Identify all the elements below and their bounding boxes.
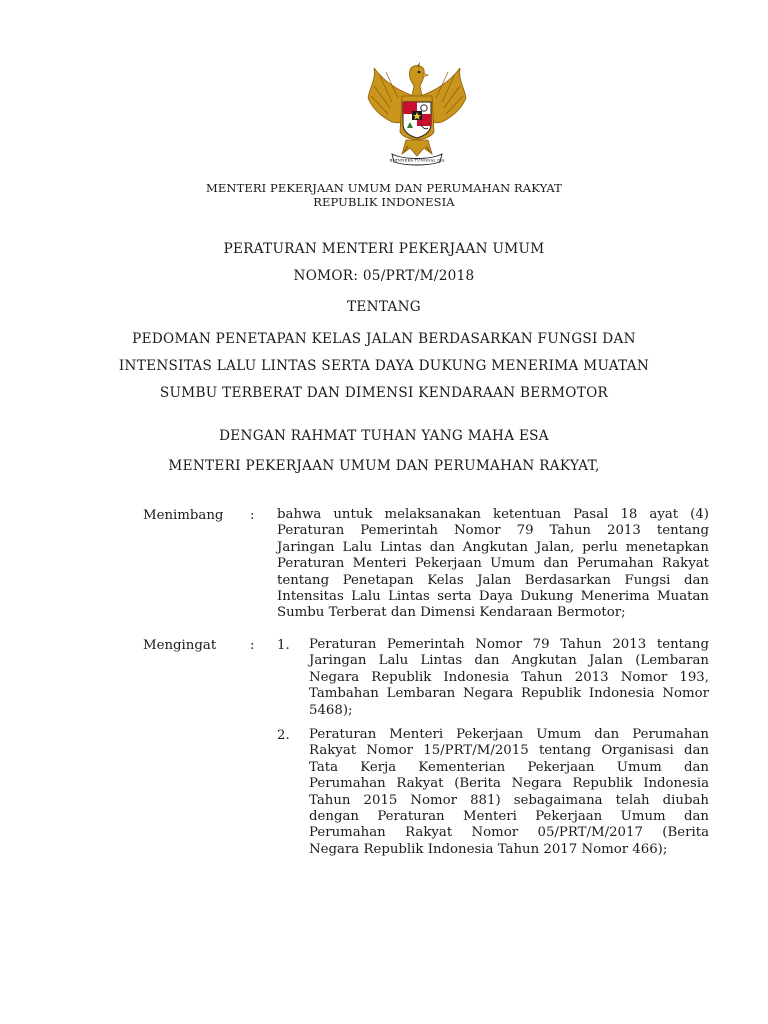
text-line: Negara Republik Indonesia Tahun 2013 Nomor 193, xyxy=(309,669,709,685)
text-line: Peraturan Menteri Pekerjaan Umum dan Perumahan xyxy=(309,727,709,742)
mengingat-item xyxy=(309,727,709,858)
mengingat-label: Mengingat xyxy=(143,638,217,653)
text-line: dengan Peraturan Menteri Pekerjaan Umum dan xyxy=(309,809,709,825)
text-line: Perumahan Rakyat (Berita Negara Republik Indonesia xyxy=(309,776,709,792)
text-line: tentang Penetapan Kelas Jalan Berdasarkan Fungsi dan xyxy=(277,572,709,588)
country-heading: REPUBLIK INDONESIA xyxy=(313,195,455,209)
text-line: bahwa untuk melaksanakan ketentuan Pasal 18 ayat (4) xyxy=(277,507,709,522)
emblem-motto: BHINNEKA TUNGGAL IKA xyxy=(389,157,445,163)
about-heading: TENTANG xyxy=(347,299,421,315)
text-line: Perumahan Rakyat Nomor 05/PRT/M/2017 (Berita xyxy=(309,825,709,841)
issuer-line: MENTERI PEKERJAAN UMUM DAN PERUMAHAN RAKYAT, xyxy=(168,458,600,474)
text-line: Tata Kerja Kementerian Pekerjaan Umum dan xyxy=(309,759,709,775)
mengingat-colon: : xyxy=(250,638,255,653)
mengingat-item xyxy=(309,637,709,719)
subject-line: PEDOMAN PENETAPAN KELAS JALAN BERDASARKAN FUNGSI DAN xyxy=(132,331,636,347)
text-line: Tahun 2015 Nomor 881) sebagaimana telah diubah xyxy=(309,792,709,808)
text-line: Peraturan Pemerintah Nomor 79 Tahun 2013 tentang xyxy=(309,637,709,652)
menimbang-label: Menimbang xyxy=(143,508,224,523)
text-line: Jaringan Lalu Lintas dan Angkutan Jalan, perlu menetapkan xyxy=(277,539,709,555)
subject-line: SUMBU TERBERAT DAN DIMENSI KENDARAAN BERMOTOR xyxy=(159,385,609,401)
menimbang-paragraph xyxy=(277,507,709,622)
text-line: Peraturan Menteri Pekerjaan Umum dan Perumahan Rakyat xyxy=(277,556,709,572)
item-number: 2. xyxy=(277,728,290,743)
regulation-number: NOMOR: 05/PRT/M/2018 xyxy=(293,268,475,284)
text-line: Peraturan Pemerintah Nomor 79 Tahun 2013 tentang xyxy=(277,523,709,539)
menimbang-colon: : xyxy=(250,508,255,523)
text-line: Intensitas Lalu Lintas serta Daya Dukung Menerima Muatan xyxy=(277,589,709,605)
text-line: Tambahan Lembaran Negara Republik Indonesia Nomor xyxy=(309,686,709,702)
text-line: Negara Republik Indonesia Tahun 2017 Nomor 466); xyxy=(309,841,668,857)
text-line: Sumbu Terberat dan Dimensi Kendaraan Bermotor; xyxy=(277,605,626,621)
item-number: 1. xyxy=(277,638,290,653)
text-line: Jaringan Lalu Lintas dan Angkutan Jalan (Lembaran xyxy=(309,653,709,669)
ministry-heading: MENTERI PEKERJAAN UMUM DAN PERUMAHAN RAKYAT xyxy=(206,181,562,195)
regulation-title: PERATURAN MENTERI PEKERJAAN UMUM xyxy=(223,241,545,257)
subject-line: INTENSITAS LALU LINTAS SERTA DAYA DUKUNG MENERIMA MUATAN xyxy=(118,358,650,374)
garuda-emblem-icon xyxy=(362,62,472,168)
text-line: 5468); xyxy=(309,702,353,718)
blessing-line: DENGAN RAHMAT TUHAN YANG MAHA ESA xyxy=(219,428,549,444)
text-line: Rakyat Nomor 15/PRT/M/2015 tentang Organisasi dan xyxy=(309,743,709,759)
